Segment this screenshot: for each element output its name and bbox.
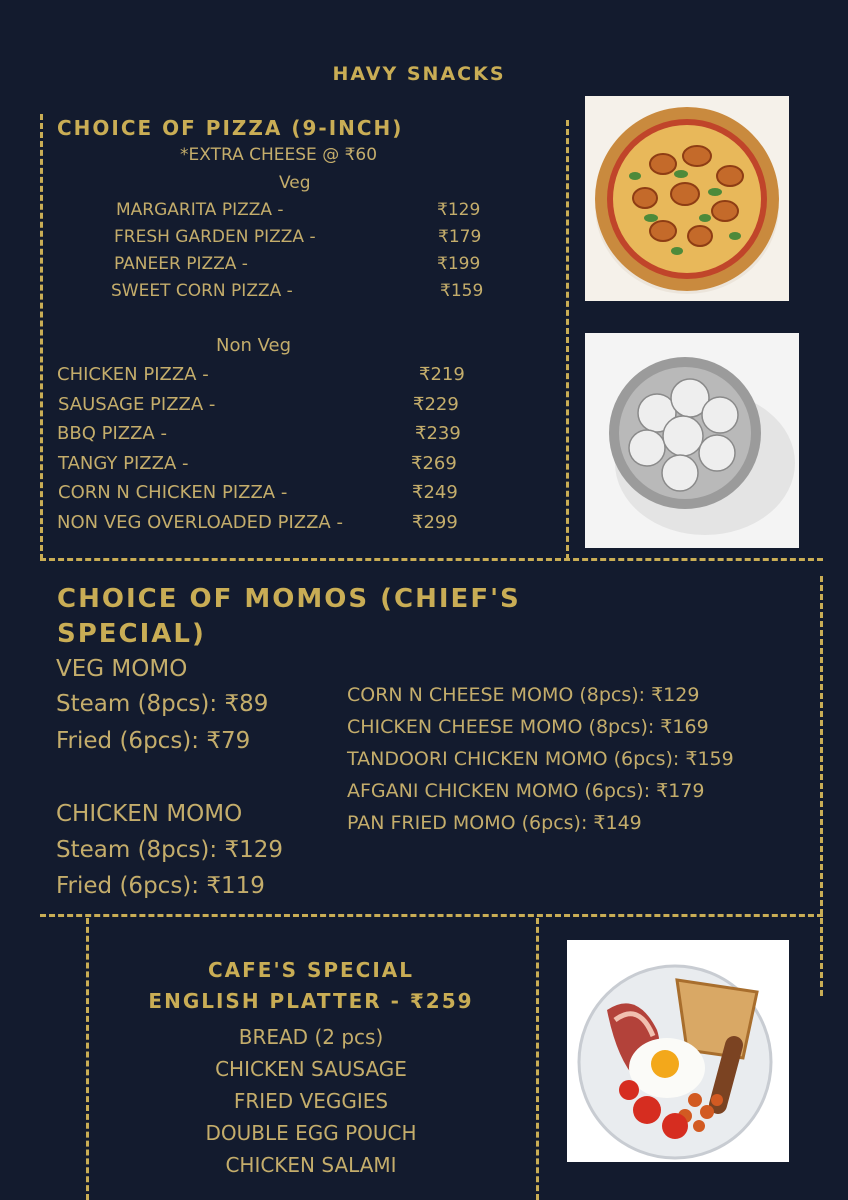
special-momo-item: TANDOORI CHICKEN MOMO (6pcs): ₹159 xyxy=(347,748,734,770)
veg-momo-fried: Fried (6pcs): ₹79 xyxy=(56,728,251,754)
menu-item-name: BBQ PIZZA - xyxy=(57,423,167,444)
veg-momo-title: VEG MOMO xyxy=(56,656,188,682)
menu-item-price: ₹229 xyxy=(413,394,459,415)
veg-momo-steam: Steam (8pcs): ₹89 xyxy=(56,691,269,717)
english-breakfast-image xyxy=(567,940,789,1162)
special-momo-item: CHICKEN CHEESE MOMO (8pcs): ₹169 xyxy=(347,716,709,738)
menu-item-name: CHICKEN PIZZA - xyxy=(57,364,209,385)
menu-item-price: ₹219 xyxy=(419,364,465,385)
menu-item-name: CORN N CHICKEN PIZZA - xyxy=(58,482,288,503)
veg-label: Veg xyxy=(279,173,311,193)
pizza-image xyxy=(585,96,789,301)
platter-item: DOUBLE EGG POUCH xyxy=(205,1121,417,1145)
divider-momos-bottom xyxy=(40,914,823,917)
menu-item-price: ₹299 xyxy=(412,512,458,533)
special-momo-item: AFGANI CHICKEN MOMO (6pcs): ₹179 xyxy=(347,780,705,802)
menu-item-price: ₹269 xyxy=(411,453,457,474)
divider-right-platter xyxy=(536,918,539,1200)
divider-left-pizza xyxy=(40,114,43,560)
menu-item-price: ₹159 xyxy=(440,281,484,301)
menu-item-price: ₹249 xyxy=(412,482,458,503)
menu-item-name: TANGY PIZZA - xyxy=(58,453,189,474)
special-momo-item: PAN FRIED MOMO (6pcs): ₹149 xyxy=(347,812,642,834)
menu-item-name: SAUSAGE PIZZA - xyxy=(58,394,216,415)
momos-image xyxy=(585,333,799,548)
divider-right-pizza xyxy=(566,120,569,560)
momos-heading: SPECIAL) xyxy=(57,619,206,649)
pizza-heading: CHOICE OF PIZZA (9-INCH) xyxy=(57,116,404,140)
chicken-momo-fried: Fried (6pcs): ₹119 xyxy=(56,873,265,899)
menu-item-price: ₹179 xyxy=(438,227,482,247)
menu-item-name: PANEER PIZZA - xyxy=(114,254,248,274)
platter-item: BREAD (2 pcs) xyxy=(238,1025,384,1049)
menu-item-price: ₹199 xyxy=(437,254,481,274)
platter-item: CHICKEN SALAMI xyxy=(225,1153,397,1177)
menu-item-name: NON VEG OVERLOADED PIZZA - xyxy=(57,512,343,533)
chicken-momo-title: CHICKEN MOMO xyxy=(56,801,243,827)
momos-heading: CHOICE OF MOMOS (CHIEF'S xyxy=(57,584,521,614)
menu-item-name: SWEET CORN PIZZA - xyxy=(111,281,293,301)
nonveg-label: Non Veg xyxy=(216,335,292,356)
chicken-momo-steam: Steam (8pcs): ₹129 xyxy=(56,837,283,863)
menu-item-price: ₹239 xyxy=(415,423,461,444)
special-momo-item: CORN N CHEESE MOMO (8pcs): ₹129 xyxy=(347,684,700,706)
menu-item-name: FRESH GARDEN PIZZA - xyxy=(114,227,316,247)
divider-pizza-bottom xyxy=(40,558,823,561)
platter-item: FRIED VEGGIES xyxy=(233,1089,389,1113)
divider-right-momos xyxy=(820,576,823,996)
extra-cheese-note: *EXTRA CHEESE @ ₹60 xyxy=(180,145,378,165)
platter-heading: CAFE'S SPECIAL xyxy=(207,958,415,982)
page-title: HAVY SNACKS xyxy=(332,63,506,85)
menu-item-price: ₹129 xyxy=(437,200,481,220)
platter-item: CHICKEN SAUSAGE xyxy=(215,1057,407,1081)
menu-item-name: MARGARITA PIZZA - xyxy=(116,200,284,220)
platter-heading: ENGLISH PLATTER - ₹259 xyxy=(148,989,474,1013)
